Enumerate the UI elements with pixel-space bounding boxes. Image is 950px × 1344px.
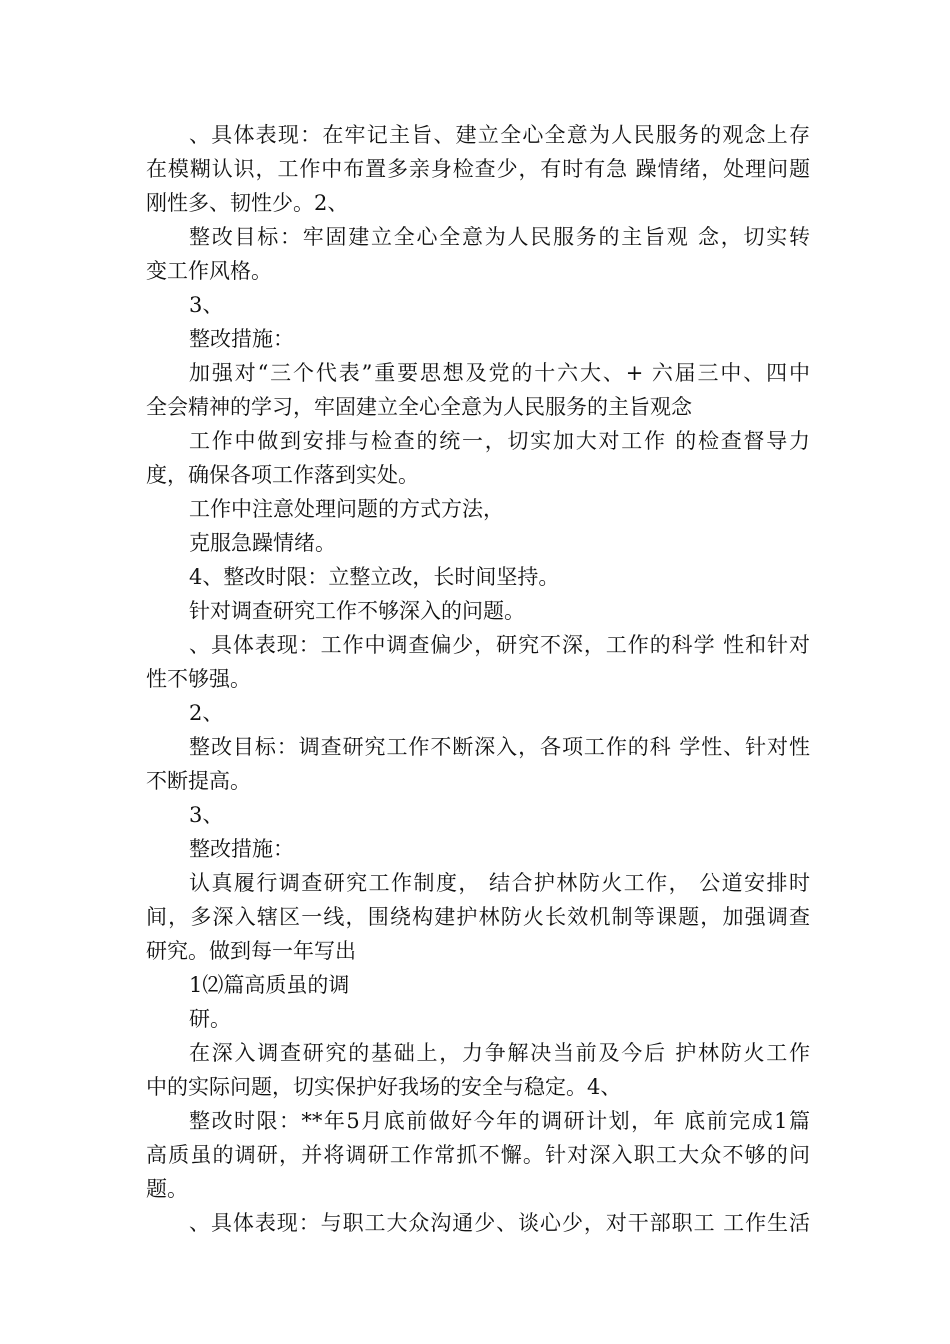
text-line: 题。 — [146, 1177, 188, 1201]
text-line: 、具体表现：与职工大众沟通少、谈心少，对干部职工 工作生活 — [189, 1211, 810, 1235]
text-line: 研。 — [189, 1007, 231, 1031]
text-line: 整改目标：调查研究工作不断深入，各项工作的科 学性、针对性 — [189, 735, 810, 759]
text-line: 、具体表现：在牢记主旨、建立全心全意为人民服务的观念上存 — [189, 123, 810, 147]
text-line: 工作中注意处理问题的方式方法， — [189, 497, 504, 521]
text-line: 高质虽的调研，并将调研工作常抓不懈。针对深入职工大众不够的问 — [146, 1143, 810, 1167]
text-line: 克服急躁情绪。 — [189, 531, 336, 555]
text-line: 工作中做到安排与检查的统一，切实加大对工作 的检查督导力 — [189, 429, 810, 453]
text-line: 间，多深入辖区一线，围绕构建护林防火长效机制等课题，加强调查 — [146, 905, 810, 929]
text-line: 3、 — [189, 293, 224, 317]
text-line: 变工作风格。 — [146, 259, 272, 283]
text-line: 中的实际问题，切实保护好我场的安全与稳定。4、 — [146, 1075, 622, 1099]
text-line: 加强对“三个代表”重要思想及党的十六大、+ 六届三中、四中 — [189, 361, 810, 385]
text-line: 2、 — [189, 701, 224, 725]
text-line: 整改措施： — [189, 837, 294, 861]
text-line: 度，确保各项工作落到实处。 — [146, 463, 419, 487]
text-line: 刚性多、韧性少。2、 — [146, 191, 349, 215]
text-line: 在深入调查研究的基础上，力争解决当前及今后 护林防火工作 — [189, 1041, 810, 1065]
text-line: 整改措施： — [189, 327, 294, 351]
text-line: 性不够强。 — [146, 667, 251, 691]
text-line: 整改时限：**年5月底前做好今年的调研计划，年 底前完成1篇 — [189, 1109, 810, 1133]
text-line: 整改目标：牢固建立全心全意为人民服务的主旨观 念，切实转 — [189, 225, 810, 249]
text-line: 在模糊认识，工作中布置多亲身检查少，有时有急 躁情绪，处理问题 — [146, 157, 810, 181]
text-line: 研究。做到每一年写出 — [146, 939, 356, 963]
text-line: 针对调查研究工作不够深入的问题。 — [189, 599, 525, 623]
text-line: 认真履行调查研究工作制度， 结合护林防火工作， 公道安排时 — [189, 871, 810, 895]
text-line: 4、整改时限：立整立改，长时间坚持。 — [189, 565, 560, 589]
text-line: 3、 — [189, 803, 224, 827]
text-line: 1⑵篇高质虽的调 — [189, 973, 350, 997]
text-line: 不断提高。 — [146, 769, 251, 793]
text-line: 全会精神的学习，牢固建立全心全意为人民服务的主旨观念 — [146, 395, 692, 419]
text-line: 、具体表现：工作中调查偏少，研究不深，工作的科学 性和针对 — [189, 633, 810, 657]
